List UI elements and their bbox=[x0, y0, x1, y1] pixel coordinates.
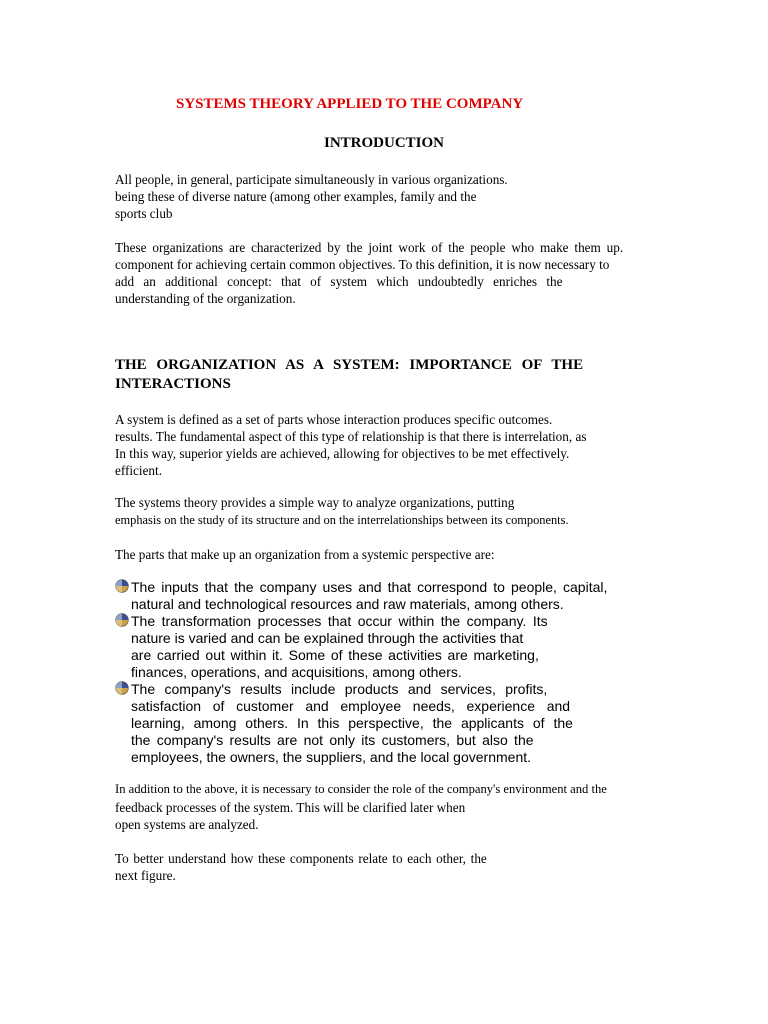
bullet-1-line-2: natural and technological resources and raw materials, among others. bbox=[131, 596, 564, 612]
paragraph-4-line-1: The systems theory provides a simple way to analyze organizations, putting bbox=[115, 495, 515, 510]
bullet-2-line-4: finances, operations, and acquisitions, among others. bbox=[131, 664, 462, 680]
paragraph-1-line-2: being these of diverse nature (among other examples, family and the bbox=[115, 189, 477, 204]
paragraph-1-line-1: All people, in general, participate simultaneously in various organizations. bbox=[115, 172, 508, 187]
bullet-3-line-2: satisfaction of customer and employee needs, experience and bbox=[131, 698, 571, 714]
pie-bullet-icon bbox=[115, 613, 129, 627]
bullet-3-line-5: employees, the owners, the suppliers, and the local government. bbox=[131, 749, 532, 765]
bullet-1-line-1: The inputs that the company uses and that correspond to people, capital, bbox=[131, 579, 608, 595]
paragraph-3-line-4: efficient. bbox=[115, 463, 162, 478]
paragraph-6-line-3: open systems are analyzed. bbox=[115, 817, 259, 832]
bullet-3-line-4: the company's results are not only its customers, but also the bbox=[131, 732, 534, 748]
paragraph-1-line-3: sports club bbox=[115, 206, 173, 221]
bullet-3-line-1: The company's results include products and services, profits, bbox=[131, 681, 548, 697]
pie-bullet-icon bbox=[115, 681, 129, 695]
paragraph-3-line-1: A system is defined as a set of parts whose interaction produces specific outcomes. bbox=[115, 412, 553, 427]
paragraph-4-line-2: emphasis on the study of its structure and on the interrelationships between its components. bbox=[115, 513, 569, 527]
bullet-2-line-2: nature is varied and can be explained through the activities that bbox=[131, 630, 524, 646]
paragraph-7-line-2: next figure. bbox=[115, 868, 176, 883]
paragraph-5: The parts that make up an organization from a systemic perspective are: bbox=[115, 547, 495, 562]
bullet-3-line-3: learning, among others. In this perspective, the applicants of the bbox=[131, 715, 573, 731]
paragraph-2-line-3: add an additional concept: that of system which undoubtedly enriches the bbox=[115, 274, 563, 289]
paragraph-6-line-2: feedback processes of the system. This will be clarified later when bbox=[115, 800, 466, 815]
paragraph-3-line-3: In this way, superior yields are achieved, allowing for objectives to be met effectively. bbox=[115, 446, 570, 461]
section-heading-line-1: THE ORGANIZATION AS A SYSTEM: IMPORTANCE OF THE bbox=[115, 357, 584, 373]
paragraph-2-line-1-text: These organizations are characterized by the joint work of the people who make them up. bbox=[115, 240, 624, 255]
bullet-2-line-3: are carried out within it. Some of these activities are marketing, bbox=[131, 647, 539, 663]
paragraph-2-line-2: component for achieving certain common objectives. To this definition, it is now necessary to bbox=[115, 257, 610, 272]
paragraph-3-line-2: results. The fundamental aspect of this type of relationship is that there is interrelation, as bbox=[115, 429, 587, 444]
paragraph-6-line-1: In addition to the above, it is necessary to consider the role of the company's environment and the bbox=[115, 782, 607, 796]
paragraph-7-line-1: To better understand how these components relate to each other, the bbox=[115, 851, 487, 866]
introduction-heading: INTRODUCTION bbox=[324, 135, 445, 151]
paragraph-2-line-4: understanding of the organization. bbox=[115, 291, 296, 306]
pie-bullet-icon bbox=[115, 579, 129, 593]
document-title: SYSTEMS THEORY APPLIED TO THE COMPANY bbox=[176, 96, 524, 112]
section-heading-line-2: INTERACTIONS bbox=[115, 376, 231, 392]
paragraph-2-line-1 bbox=[115, 239, 692, 256]
bullet-2-line-1: The transformation processes that occur within the company. Its bbox=[131, 613, 548, 629]
